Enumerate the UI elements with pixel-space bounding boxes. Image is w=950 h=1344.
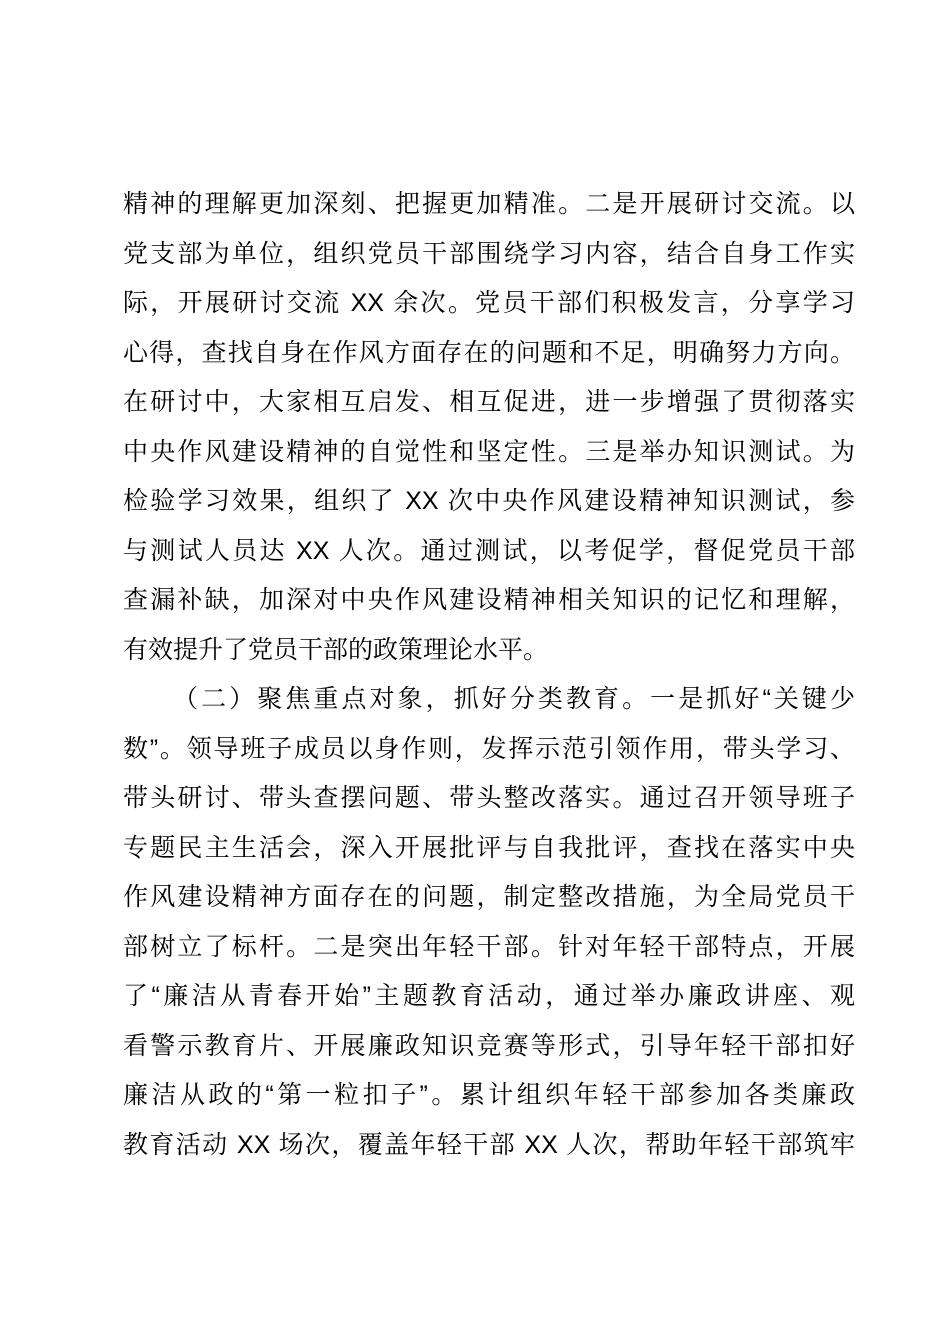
text-line: 教育活动 XX 场次，覆盖年轻干部 XX 人次，帮助年轻干部筑牢 — [123, 1130, 855, 1159]
text-line: 了“廉洁从青春开始”主题教育活动，通过举办廉政讲座、观 — [123, 982, 855, 1010]
text-line: 党支部为单位，组织党员干部围绕学习内容，结合自身工作实 — [123, 239, 855, 268]
text-line: 有效提升了党员干部的政策理论水平。 — [123, 635, 549, 664]
text-line: 检验学习效果，组织了 XX 次中央作风建设精神知识测试，参 — [123, 487, 855, 515]
paragraph — [123, 675, 855, 1170]
text-line: 际，开展研讨交流 XX 余次。党员干部们积极发言，分享学习 — [123, 289, 855, 317]
text-line: 廉洁从政的“第一粒扣子”。累计组织年轻干部参加各类廉政 — [123, 1081, 855, 1109]
text-line: 看警示教育片、开展廉政知识竞赛等形式，引导年轻干部扣好 — [123, 1031, 855, 1060]
text-line: 查漏补缺，加深对中央作风建设精神相关知识的记忆和理解， — [123, 586, 855, 614]
text-line: 带头研讨、带头查摆问题、带头整改落实。通过召开领导班子 — [123, 784, 855, 812]
paragraph — [123, 180, 855, 675]
document-body — [123, 180, 855, 1170]
text-line: 专题民主生活会，深入开展批评与自我批评，查找在落实中央 — [123, 833, 855, 862]
text-line: 作风建设精神方面存在的问题，制定整改措施，为全局党员干 — [123, 883, 855, 911]
text-line: 数”。领导班子成员以身作则，发挥示范引领作用，带头学习、 — [123, 734, 855, 763]
text-line: 部树立了标杆。二是突出年轻干部。针对年轻干部特点，开展 — [123, 932, 855, 961]
text-line: 在研讨中，大家相互启发、相互促进，进一步增强了贯彻落实 — [123, 388, 855, 416]
text-line: （二）聚焦重点对象，抓好分类教育。一是抓好“关键少 — [173, 685, 855, 713]
text-line: 心得，查找自身在作风方面存在的问题和不足，明确努力方向。 — [123, 338, 855, 367]
text-line: 精神的理解更加深刻、把握更加精准。二是开展研讨交流。以 — [123, 190, 855, 218]
text-line: 中央作风建设精神的自觉性和坚定性。三是举办知识测试。为 — [123, 437, 855, 466]
text-line: 与测试人员达 XX 人次。通过测试，以考促学，督促党员干部 — [123, 536, 855, 565]
